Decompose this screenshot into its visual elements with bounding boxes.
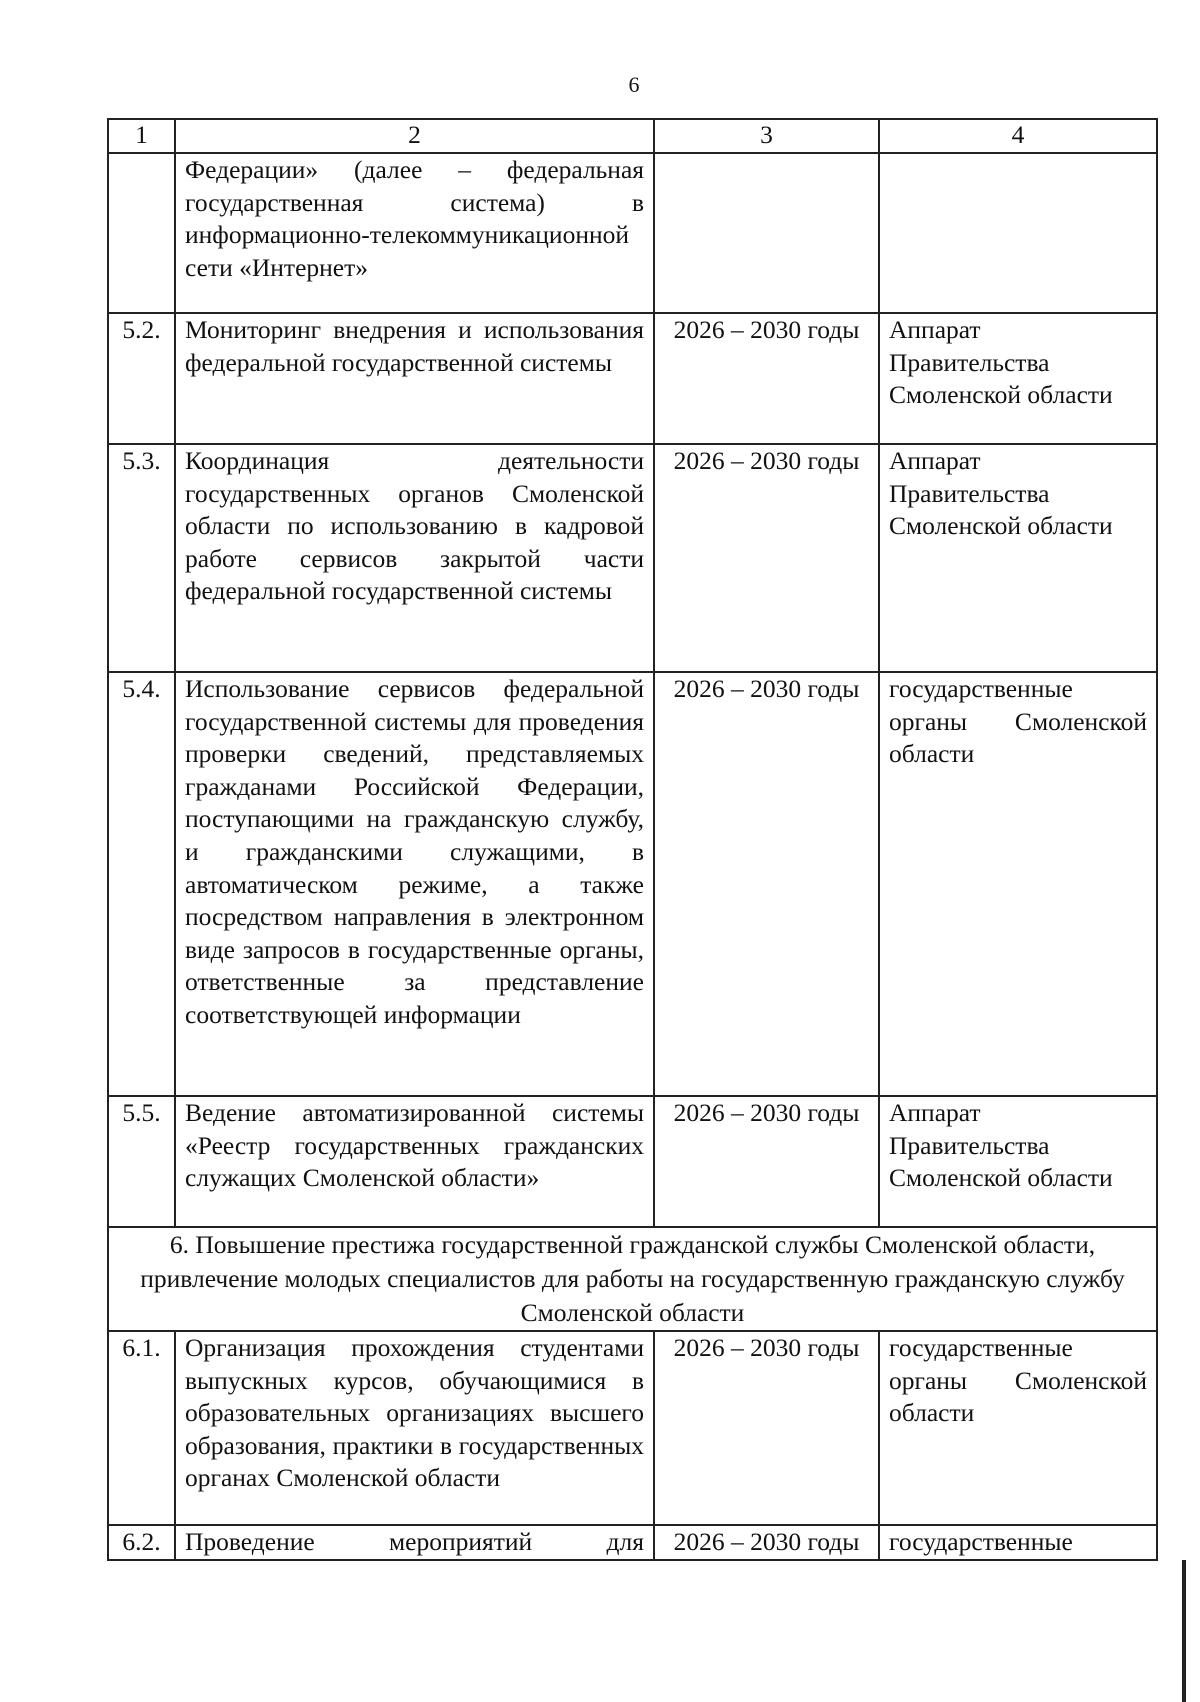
row-period: 2026 – 2030 годы: [654, 1331, 879, 1525]
column-header-1: 1: [108, 119, 175, 153]
table-row: [108, 153, 1157, 313]
row-description: Координация деятельности государственных органов Смоленской области по использованию в кадровой работе сервисов закрытой части федеральной государственной системы: [175, 444, 654, 672]
row-responsible: [879, 153, 1157, 313]
table-row: [108, 313, 1157, 444]
table-row: [108, 1331, 1157, 1525]
plan-table: [107, 118, 1158, 1561]
row-description: Организация прохождения студентами выпускных курсов, обучающимися в образовательных организациях высшего образования, практики в государственных органах Смоленской области: [175, 1331, 654, 1525]
row-responsible: государственные органы Смоленской области: [879, 672, 1157, 1096]
row-number: 5.4.: [108, 672, 175, 1096]
column-header-4: 4: [879, 119, 1157, 153]
row-number: 5.3.: [108, 444, 175, 672]
table-row: [108, 444, 1157, 672]
table-row: [108, 672, 1157, 1096]
row-responsible: Аппарат Правительства Смоленской области: [879, 444, 1157, 672]
table-row: [108, 1525, 1157, 1560]
row-number: 5.5.: [108, 1096, 175, 1227]
row-number: 6.2.: [108, 1525, 175, 1560]
row-period: [654, 153, 879, 313]
section-6-heading: 6. Повышение престижа государственной гражданской службы Смоленской области, привлечение молодых специалистов для работы на государственную гражданскую службу Смоленской области: [108, 1227, 1157, 1331]
section-heading-row: [108, 1227, 1157, 1331]
row-period: 2026 – 2030 годы: [654, 672, 879, 1096]
row-responsible: государственные: [879, 1525, 1157, 1560]
row-period: 2026 – 2030 годы: [654, 1525, 879, 1560]
row-number: 5.2.: [108, 313, 175, 444]
row-description: Федерации» (далее – федеральная государственная система) в информационно-телекоммуникационной сети «Интернет»: [175, 153, 654, 313]
table-header-row: [108, 119, 1157, 153]
row-responsible: государственные органы Смоленской области: [879, 1331, 1157, 1525]
row-description: Использование сервисов федеральной государственной системы для проведения проверки сведений, представляемых гражданами Российской Федерации, поступающими на гражданскую службу, и гражданскими служащими, в автоматическом режиме, а также посредством направления в электронном виде запросов в государственные органы, ответственные за представление соответствующей информации: [175, 672, 654, 1096]
column-header-3: 3: [654, 119, 879, 153]
row-number: 6.1.: [108, 1331, 175, 1525]
page-number: 6: [628, 72, 640, 97]
row-description: Проведение мероприятий для: [175, 1525, 654, 1560]
row-description: Мониторинг внедрения и использования федеральной государственной системы: [175, 313, 654, 444]
row-period: 2026 – 2030 годы: [654, 313, 879, 444]
table-row: [108, 1096, 1157, 1227]
scan-edge-mark: [1182, 1560, 1186, 1702]
row-responsible: Аппарат Правительства Смоленской области: [879, 1096, 1157, 1227]
row-description: Ведение автоматизированной системы «Реестр государственных гражданских служащих Смоленской области»: [175, 1096, 654, 1227]
row-number: [108, 153, 175, 313]
row-period: 2026 – 2030 годы: [654, 444, 879, 672]
column-header-2: 2: [175, 119, 654, 153]
row-period: 2026 – 2030 годы: [654, 1096, 879, 1227]
row-responsible: Аппарат Правительства Смоленской области: [879, 313, 1157, 444]
